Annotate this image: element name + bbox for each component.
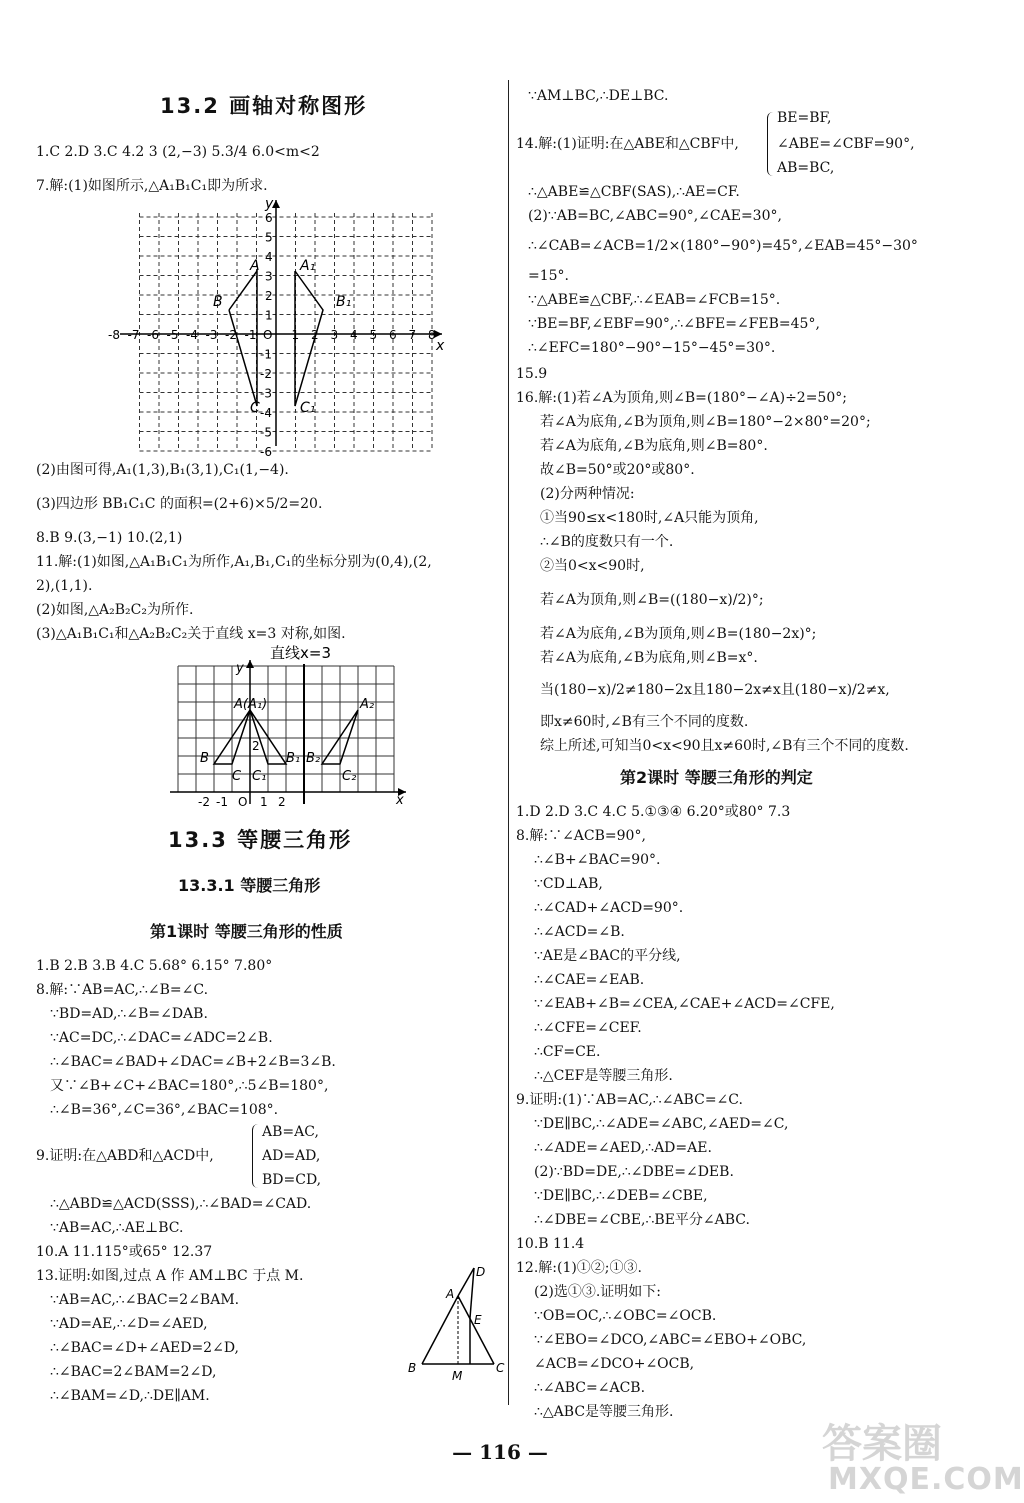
r-cond-3: AB=BC, (777, 160, 835, 176)
watermark (810, 1412, 1024, 1500)
q-line-12: ∴△CEF是等腰三角形. (534, 1068, 673, 1084)
y-tick-label: 2 (265, 289, 273, 303)
answer-11-1b: 2),(1,1). (36, 578, 93, 594)
answer-13-l5: ∴∠BAC=2∠BAM=2∠D, (50, 1364, 217, 1380)
r-line-16b: ①当90≤x<180时,∠A只能为顶角, (540, 510, 759, 526)
x-tick-label: -1 (216, 795, 228, 809)
r-line-3: ∴△ABE≌△CBF(SAS),∴AE=CF. (528, 184, 740, 200)
q-line-18: ∴∠DBE=∠CBE,∴BE平分∠ABC. (534, 1212, 750, 1228)
r-line-20: 若∠A为底角,∠B为顶角,则∠B=(180−2x)°; (540, 626, 817, 642)
answer-7-3: (3)四边形 BB₁C₁C 的面积=(2+6)×5/2=20. (36, 496, 323, 512)
q-line-21: (2)选①③.证明如下: (534, 1284, 661, 1300)
point-a-a1-label: A(A₁) (234, 697, 268, 712)
r-line-19: 若∠A为顶角,则∠B=((180−x)/2)°; (540, 592, 764, 608)
x-tick-label: -4 (186, 328, 198, 342)
q-line-8: ∴∠CAE=∠EAB. (534, 972, 645, 988)
q-line-19: 10.B 11.4 (516, 1236, 585, 1252)
y-tick-label: -6 (260, 445, 272, 459)
point-b1-label-2: B₁ (286, 751, 301, 766)
fig3-m: M (452, 1369, 463, 1383)
q-line-6: ∴∠ACD=∠B. (534, 924, 625, 940)
x-tick-label: -7 (127, 328, 140, 342)
point-a2-label: A₂ (360, 697, 375, 712)
answer-8-l2: ∵BD=AD,∴∠B=∠DAB. (50, 1006, 208, 1022)
watermark-text: 答案圈 (822, 1421, 942, 1467)
answer-13-l1: 13.证明:如图,过点 A 作 AM⊥BC 于点 M. (36, 1268, 304, 1284)
x-tick-label: 8 (428, 328, 436, 342)
q-line-2: 8.解:∵∠ACB=90°, (516, 828, 646, 844)
q-line-14: ∵DE∥BC,∴∠ADE=∠ABC,∠AED=∠C, (534, 1116, 789, 1132)
answer-7-2: (2)由图可得,A₁(1,3),B₁(3,1),C₁(1,−4). (36, 462, 289, 478)
answer-11-3: (3)△A₁B₁C₁和△A₂B₂C₂关于直线 x=3 对称,如图. (36, 626, 346, 642)
point-b-label: B (213, 294, 223, 310)
y-tick-label: 5 (265, 230, 273, 245)
x-tick-label: 1 (260, 795, 268, 809)
section-13-2-title: 13.2 画轴对称图形 (160, 94, 368, 118)
y-tick-label: 3 (265, 269, 273, 284)
x-tick-label: 5 (369, 328, 378, 342)
fig3-e: E (474, 1313, 482, 1327)
r-cond-2: ∠ABE=∠CBF=90°, (777, 136, 915, 152)
y-label-2: y (236, 661, 244, 676)
point-a1-label: A₁ (300, 258, 316, 274)
r-cond-1: BE=BF, (777, 110, 832, 126)
q-line-17: ∵DE∥BC,∴∠DEB=∠CBE, (534, 1188, 708, 1204)
q-line-9: ∵∠EAB+∠B=∠CEA,∠CAE+∠ACD=∠CFE, (534, 996, 835, 1012)
point-c1-label-2: C₁ (252, 769, 267, 784)
q-line-16: (2)∵BD=DE,∴∠DBE=∠DEB. (534, 1164, 734, 1180)
x-tick-label: -1 (244, 328, 257, 342)
r-line-5: ∴∠CAB=∠ACB=1/2×(180°−90°)=45°,∠EAB=45°−30° (528, 238, 918, 254)
x-tick-label: 3 (330, 328, 339, 342)
tick-2-label: 2 (252, 739, 260, 753)
point-c-label: C (250, 400, 260, 416)
q-line-23: ∵∠EBO=∠DCO,∠ABC=∠EBO+∠OBC, (534, 1332, 807, 1348)
answer-8-l3: ∵AC=DC,∴∠DAC=∠ADC=2∠B. (50, 1030, 273, 1046)
x-tick-label: 6 (389, 328, 397, 342)
x-label-2: x (396, 793, 404, 808)
q-line-4: ∵CD⊥AB, (534, 876, 603, 892)
r-line-23: 即x≠60时,∠B有三个不同的度数. (540, 714, 749, 730)
answer-9-cond-2: AD=AD, (262, 1148, 321, 1164)
answer-9-intro: 9.证明:在△ABD和△ACD中, (36, 1148, 214, 1164)
r-line-22: 当(180−x)/2≠180−2x且180−2x≠x且(180−x)/2≠x, (540, 682, 890, 698)
point-b2-label: B₂ (306, 751, 321, 766)
x-tick-label: O (238, 795, 248, 809)
lesson-1-title: 第1课时 等腰三角形的性质 (150, 922, 343, 941)
x-tick-label: 2 (278, 795, 286, 809)
q-line-24: ∠ACB=∠DCO+∠OCB, (534, 1356, 695, 1372)
x-tick-label: -6 (147, 328, 159, 342)
answer-11-2: (2)如图,△A₂B₂C₂为所作. (36, 602, 194, 618)
y-tick-label: -3 (260, 386, 272, 401)
r-line-1: ∵AM⊥BC,∴DE⊥BC. (528, 88, 669, 104)
q-line-15: ∴∠ADE=∠AED,∴AD=AE. (534, 1140, 712, 1156)
y-tick-label: -5 (260, 425, 272, 440)
x-tick-label: 2 (311, 328, 319, 342)
answer-9-l2: ∵AB=AC,∴AE⊥BC. (50, 1220, 184, 1236)
y-tick-label: -1 (260, 347, 272, 362)
r-line-15b: (2)分两种情况: (540, 486, 635, 502)
coordinate-figure-1 (108, 194, 450, 459)
fig3-c: C (496, 1361, 505, 1375)
q-line-11: ∴CF=CE. (534, 1044, 601, 1060)
answers-line: 1.C 2.D 3.C 4.2 3 (2,−3) 5.3/4 6.0<m<2 (36, 144, 320, 160)
r-line-14: 14.解:(1)证明:在△ABE和△CBF中, (516, 136, 739, 152)
r-line-24: 综上所述,可知当0<x<90且x≠60时,∠B有三个不同的度数. (540, 738, 909, 754)
x-axis-label: x (436, 338, 445, 354)
point-c2-label: C₂ (342, 769, 357, 784)
fig3-d: D (476, 1265, 486, 1279)
point-b-label-2: B (200, 751, 209, 766)
y-axis-label: y (265, 196, 274, 212)
coordinate-figure-2 (170, 642, 410, 809)
triangle-a1b1c1 (295, 271, 323, 406)
answer-13-l4: ∴∠BAC=∠D+∠AED=2∠D, (50, 1340, 239, 1356)
q-line-1: 1.D 2.D 3.C 4.C 5.①③④ 6.20°或80° 7.3 (516, 804, 791, 820)
r-line-15: 15.9 (516, 366, 548, 382)
q-line-20: 12.解:(1)①②;①③. (516, 1260, 642, 1276)
answer-13-l6: ∴∠BAM=∠D,∴DE∥AM. (50, 1388, 210, 1404)
section-13-3-1-title: 13.3.1 等腰三角形 (178, 876, 321, 895)
q-line-3: ∴∠B+∠BAC=90°. (534, 852, 661, 868)
answer-9-cond-3: BD=CD, (262, 1172, 322, 1188)
answer-8-l4: ∴∠BAC=∠BAD+∠DAC=∠B+2∠B=3∠B. (50, 1054, 336, 1070)
q-line-22: ∵OB=OC,∴∠OBC=∠OCB. (534, 1308, 717, 1324)
y-tick-label: 6 (265, 211, 273, 225)
x-tick-label: -2 (225, 328, 237, 342)
answer-8-l6: ∴∠B=36°,∠C=36°,∠BAC=108°. (50, 1102, 279, 1118)
q-line-13: 9.证明:(1)∵AB=AC,∴∠ABC=∠C. (516, 1092, 743, 1108)
q-line-25: ∴∠ABC=∠ACB. (534, 1380, 646, 1396)
point-c1-label: C₁ (300, 400, 316, 416)
y-tick-label: 4 (265, 250, 273, 264)
answer-13-l2: ∵AB=AC,∴∠BAC=2∠BAM. (50, 1292, 240, 1308)
section-13-3-title: 13.3 等腰三角形 (168, 828, 353, 852)
q-line-7: ∵AE是∠BAC的平分线, (534, 948, 681, 964)
answer-13-l3: ∵AD=AE,∴∠D=∠AED, (50, 1316, 208, 1332)
r-line-13: 若∠A为底角,∠B为底角,则∠B=80°. (540, 438, 768, 454)
answers-8-10: 8.B 9.(3,−1) 10.(2,1) (36, 530, 183, 546)
answer-11-1: 11.解:(1)如图,△A₁B₁C₁为所作,A₁,B₁,C₁的坐标分别为(0,4),(2, (36, 554, 432, 570)
r-line-8: ∵BE=BF,∠EBF=90°,∴∠BFE=∠FEB=45°, (528, 316, 820, 332)
r-line-14b: 故∠B=50°或20°或80°. (540, 462, 695, 478)
answer-8-l1: 8.解:∵AB=AC,∴∠B=∠C. (36, 982, 209, 998)
y-tick-label: 1 (265, 308, 273, 323)
brace-9 (252, 1124, 259, 1188)
point-a-label: A (250, 258, 260, 274)
fig3-b: B (408, 1361, 417, 1375)
r-line-17: ∴∠B的度数只有一个. (540, 534, 674, 550)
x-tick-label: -2 (198, 795, 210, 809)
point-c-label-2: C (232, 769, 242, 784)
x-tick-label: 1 (291, 328, 300, 342)
q-line-5: ∴∠CAD+∠ACD=90°. (534, 900, 684, 916)
answer-9-cond-1: AB=AC, (262, 1124, 319, 1140)
r-line-21: 若∠A为底角,∠B为底角,则∠B=x°. (540, 650, 758, 666)
r-line-18: ②当0<x<90时, (540, 558, 645, 574)
x-tick-label: -5 (166, 328, 179, 342)
triangle-figure-13 (400, 1258, 510, 1384)
answers-10-12: 10.A 11.115°或65° 12.37 (36, 1244, 213, 1260)
r-line-4: (2)∵AB=BC,∠ABC=90°,∠CAE=30°, (528, 208, 782, 224)
lesson-2-title: 第2课时 等腰三角形的判定 (620, 768, 813, 787)
y-tick-label: -2 (260, 367, 272, 381)
q-line-26: ∴△ABC是等腰三角形. (534, 1404, 674, 1420)
watermark-url: MXQE.COM (828, 1462, 1024, 1497)
answers-1-7: 1.B 2.B 3.B 4.C 5.68° 6.15° 7.80° (36, 958, 273, 974)
x-tick-label: O (263, 328, 273, 342)
answer-7: 7.解:(1)如图所示,△A₁B₁C₁即为所求. (36, 178, 268, 194)
x-tick-label: -3 (205, 328, 218, 342)
r-line-6: =15°. (528, 268, 569, 284)
answer-9-l1: ∴△ABD≌△ACD(SSS),∴∠BAD=∠CAD. (50, 1196, 312, 1212)
brace-14 (767, 112, 774, 176)
point-b1-label: B₁ (336, 294, 352, 310)
answer-8-l5: 又∵∠B+∠C+∠BAC=180°,∴5∠B=180°, (50, 1078, 329, 1094)
r-line-16: 16.解:(1)若∠A为顶角,则∠B=(180°−∠A)÷2=50°; (516, 390, 847, 406)
fig3-a: A (446, 1287, 455, 1301)
r-line-12: 若∠A为底角,∠B为顶角,则∠B=180°−2×80°=20°; (540, 414, 871, 430)
line-label: 直线x=3 (270, 644, 331, 662)
x-tick-label: 4 (350, 328, 358, 342)
x-tick-label: -8 (108, 328, 120, 342)
page-number: — 116 — (452, 1440, 548, 1464)
q-line-10: ∴∠CFE=∠CEF. (534, 1020, 642, 1036)
r-line-7: ∵△ABE≌△CBF,∴∠EAB=∠FCB=15°. (528, 292, 781, 308)
column-divider (508, 80, 509, 1405)
x-tick-label: 7 (408, 328, 417, 342)
r-line-9: ∴∠EFC=180°−90°−15°−45°=30°. (528, 340, 776, 356)
y-tick-label: -4 (260, 406, 272, 420)
